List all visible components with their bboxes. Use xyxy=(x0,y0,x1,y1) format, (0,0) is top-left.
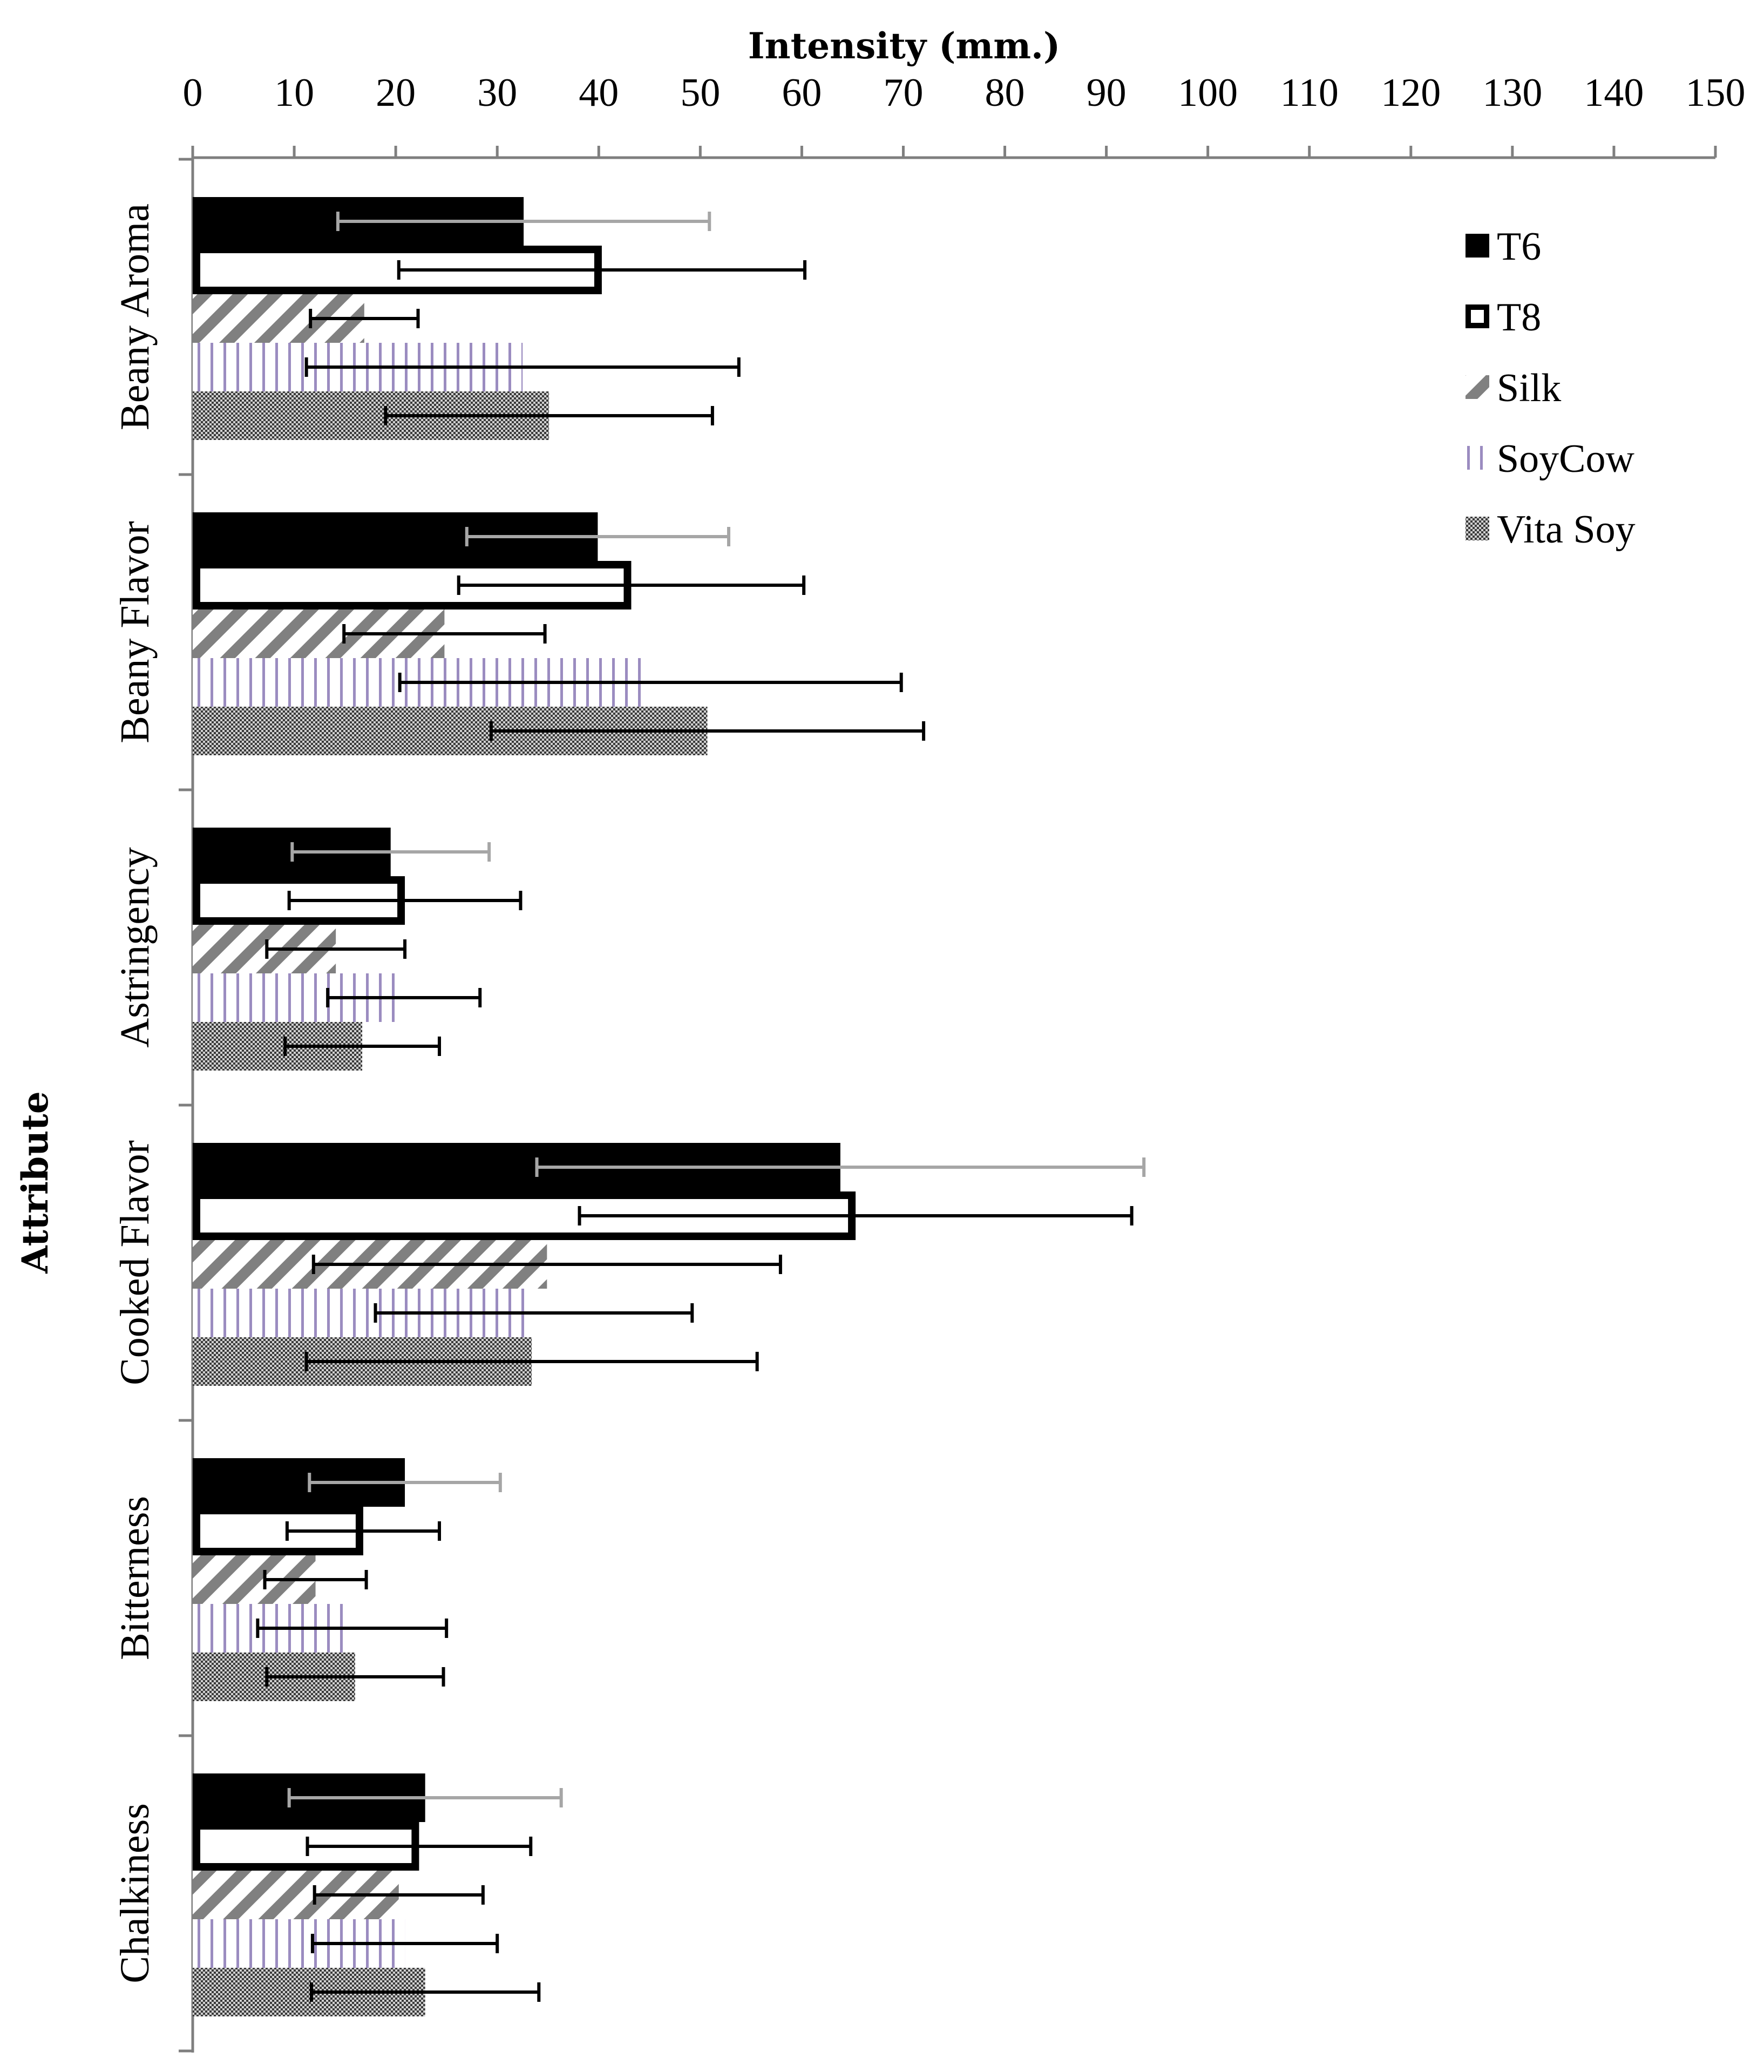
category-label: Astringency xyxy=(112,847,158,1048)
y-axis xyxy=(179,158,193,2053)
legend-swatch xyxy=(1466,517,1489,540)
x-tick-label: 40 xyxy=(579,71,619,115)
legend-label: Vita Soy xyxy=(1497,507,1636,552)
category-label: Beany Aroma xyxy=(112,203,158,431)
x-tick-label: 80 xyxy=(985,71,1025,115)
x-axis xyxy=(183,71,1746,158)
x-tick-label: 20 xyxy=(376,71,416,115)
x-tick-label: 120 xyxy=(1381,71,1441,115)
legend-swatch xyxy=(1468,307,1487,326)
y-axis-title: Attribute xyxy=(14,1091,56,1274)
legend-label: T8 xyxy=(1497,295,1542,340)
x-tick-label: 70 xyxy=(883,71,924,115)
legend-label: T6 xyxy=(1497,225,1542,269)
category-labels xyxy=(112,204,158,1983)
x-tick-label: 10 xyxy=(274,71,315,115)
x-tick-label: 30 xyxy=(477,71,518,115)
bar-series-group xyxy=(193,197,852,2016)
x-tick-label: 150 xyxy=(1685,71,1746,115)
x-tick-label: 50 xyxy=(680,71,721,115)
x-tick-label: 130 xyxy=(1482,71,1543,115)
legend-label: Silk xyxy=(1497,366,1562,410)
x-tick-label: 140 xyxy=(1584,71,1644,115)
category-label: Bitterness xyxy=(112,1496,158,1660)
x-tick-label: 110 xyxy=(1280,71,1339,115)
x-axis-title: Intensity (mm.) xyxy=(748,25,1061,67)
category-label: Cooked Flavor xyxy=(112,1140,158,1385)
x-tick-label: 0 xyxy=(182,71,203,115)
legend xyxy=(1466,225,1636,552)
category-label: Beany Flavor xyxy=(112,521,158,743)
category-label: Chalkiness xyxy=(112,1803,158,1983)
x-tick-label: 90 xyxy=(1086,71,1127,115)
x-tick-label: 60 xyxy=(782,71,822,115)
x-tick-label: 100 xyxy=(1178,71,1238,115)
error-bar-group xyxy=(257,212,1144,2002)
legend-swatch xyxy=(1466,234,1489,258)
legend-label: SoyCow xyxy=(1497,437,1634,481)
legend-swatch xyxy=(1466,375,1489,399)
legend-swatch xyxy=(1466,446,1489,470)
